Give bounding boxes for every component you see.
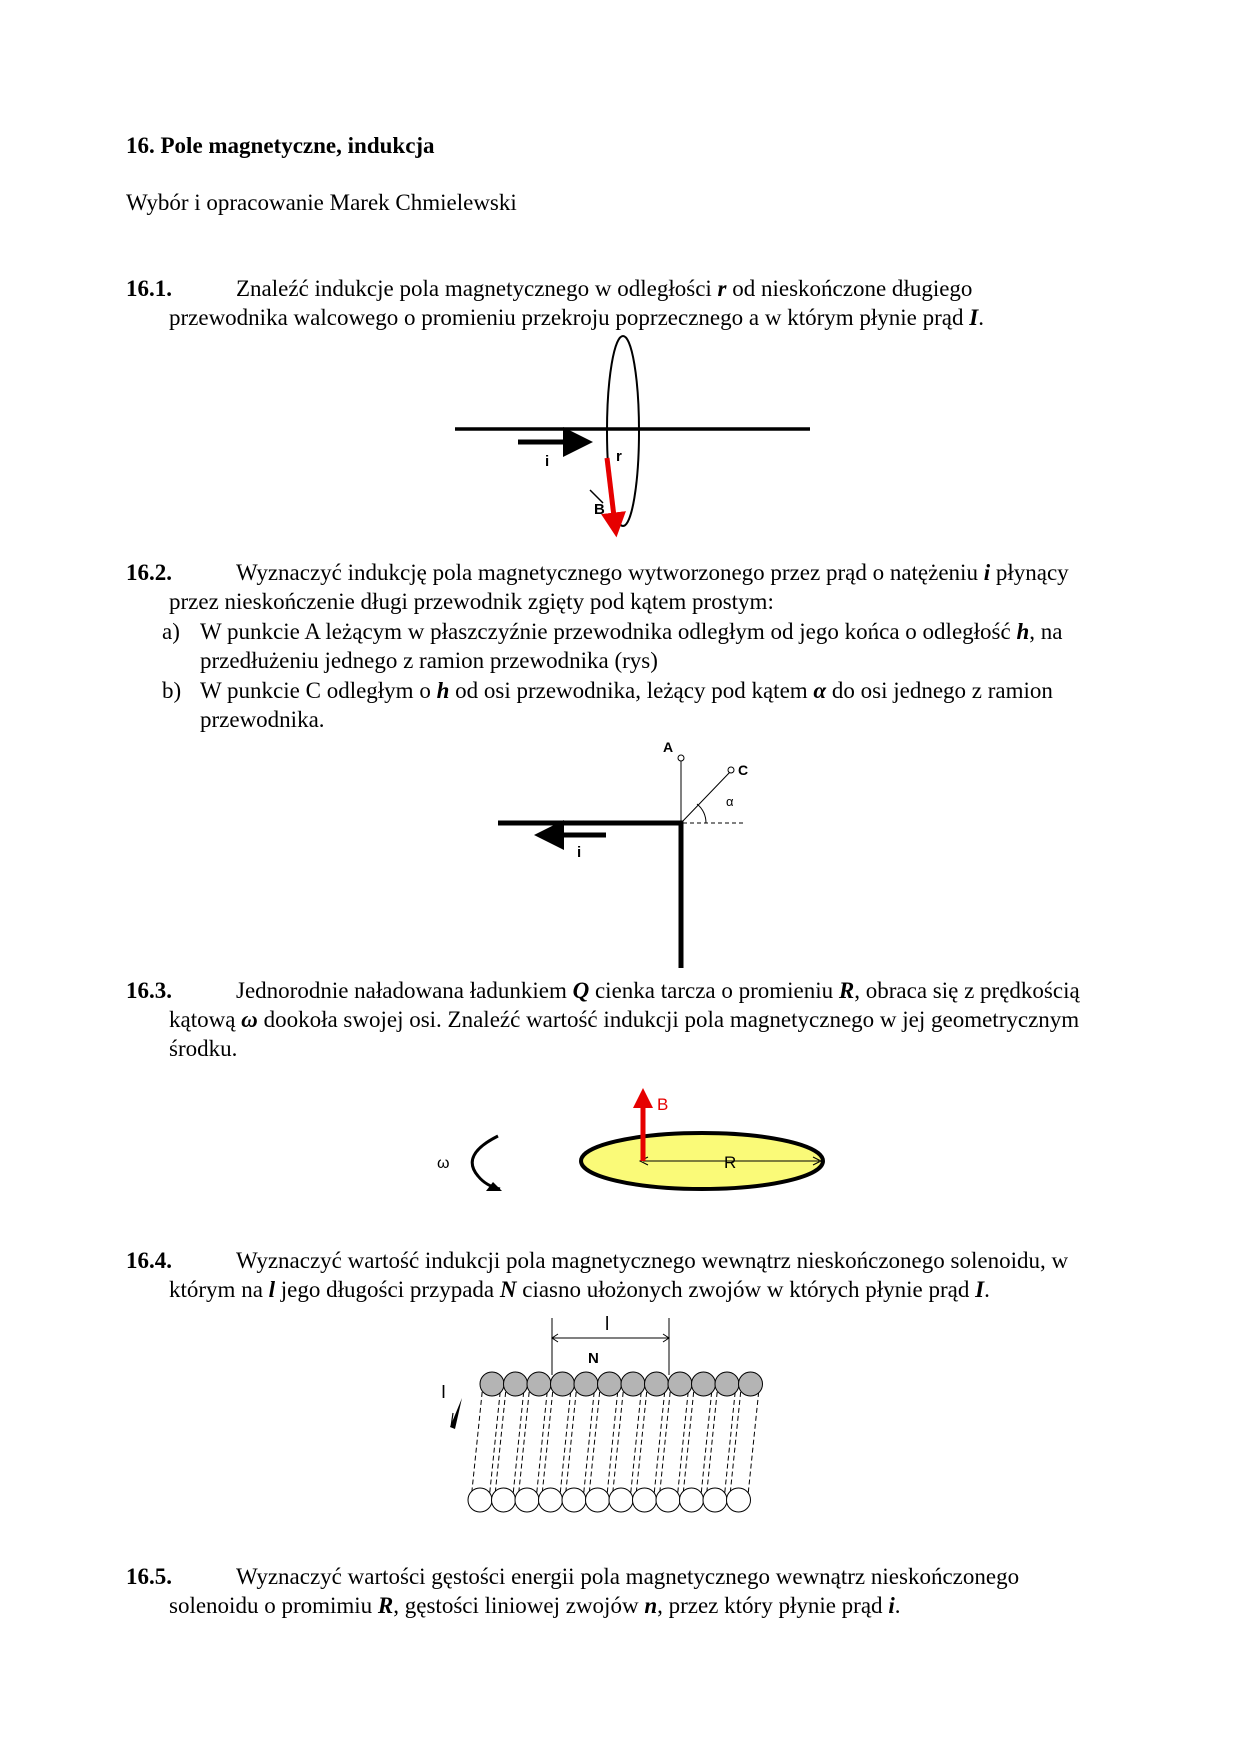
turn-bottom: [562, 1488, 586, 1512]
variable-N: N: [499, 1277, 517, 1302]
turn-wire-back: [636, 1384, 648, 1500]
radius-label: R: [724, 1153, 737, 1172]
current-arrowhead: [450, 1398, 462, 1429]
figure-16-2: [498, 739, 748, 968]
angle-label: α: [726, 794, 734, 809]
item-b-line-2: przewodnika.: [200, 707, 325, 732]
point-c-label: C: [738, 762, 749, 778]
variable-I: I: [969, 305, 979, 330]
turn-wire-front: [748, 1384, 760, 1500]
turn-wire-back: [565, 1384, 577, 1500]
field-label: B: [594, 501, 605, 518]
turn-wire-front: [607, 1384, 619, 1500]
turn-wire-back: [471, 1384, 483, 1500]
turn-wire-back: [612, 1384, 624, 1500]
variable-R: R: [838, 978, 855, 1003]
variable-r: r: [717, 276, 727, 301]
turn-wire-front: [677, 1384, 689, 1500]
turn-bottom: [633, 1488, 657, 1512]
figure-16-3: [437, 1088, 823, 1191]
problem-16-4-line-1: Wyznaczyć wartość indukcji pola magnetycznego wewnątrz nieskończonego solenoidu, w: [236, 1248, 1069, 1273]
turn-top: [527, 1372, 551, 1396]
problem-16-2-line-2: przez nieskończenie długi przewodnik zgięty pod kątem prostym:: [169, 589, 774, 614]
turn-top: [621, 1372, 645, 1396]
turns-label: N: [588, 1350, 599, 1367]
angle-arc: [697, 804, 706, 823]
length-label: l: [605, 1314, 610, 1335]
list-marker-b: b): [162, 678, 182, 703]
variable-n: n: [644, 1593, 658, 1618]
turn-wire-back: [495, 1384, 507, 1500]
problem-number-16-2: 16.2.: [126, 560, 172, 585]
turn-top: [574, 1372, 598, 1396]
current-label: I: [441, 1382, 447, 1402]
turn-wire-front: [701, 1384, 713, 1500]
figure-16-4: [441, 1314, 763, 1512]
turn-bottom: [515, 1488, 539, 1512]
current-label: i: [545, 453, 550, 470]
problem-number-16-1: 16.1.: [126, 276, 172, 301]
turn-wire-front: [630, 1384, 642, 1500]
point-a-label: A: [663, 739, 674, 755]
figure-16-1: [455, 336, 810, 526]
turn-wire-front: [724, 1384, 736, 1500]
author-line: Wybór i opracowanie Marek Chmielewski: [126, 190, 517, 215]
item-a-line-2: przedłużeniu jednego z ramion przewodnika (rys): [200, 648, 658, 673]
turn-wire-front: [513, 1384, 525, 1500]
turn-wire-back: [730, 1384, 742, 1500]
turn-wire-back: [589, 1384, 601, 1500]
turn-top: [739, 1372, 763, 1396]
problem-16-5-line-2: solenoidu o promimiu R, gęstości liniowej zwojów n, przez który płynie prąd i.: [169, 1593, 901, 1618]
radius-label: r: [616, 448, 622, 465]
turn-top: [668, 1372, 692, 1396]
problem-number-16-4: 16.4.: [126, 1248, 172, 1273]
variable-I: I: [975, 1277, 985, 1302]
turn-top: [551, 1372, 575, 1396]
turn-wire-front: [560, 1384, 572, 1500]
turn-wire-front: [489, 1384, 501, 1500]
current-label: i: [577, 844, 582, 861]
problem-number-16-3: 16.3.: [126, 978, 172, 1003]
variable-omega: ω: [241, 1007, 258, 1032]
turn-wire-back: [518, 1384, 530, 1500]
turn-bottom: [703, 1488, 727, 1512]
turn-bottom: [680, 1488, 704, 1512]
variable-h: h: [1016, 619, 1030, 644]
line-to-c: [681, 772, 730, 823]
variable-h: h: [436, 678, 450, 703]
turn-bottom: [492, 1488, 516, 1512]
turn-bottom: [586, 1488, 610, 1512]
turn-wire-back: [542, 1384, 554, 1500]
omega-label: ω: [437, 1155, 450, 1172]
turn-bottom: [609, 1488, 633, 1512]
problem-16-1-line-1: Znaleźć indukcje pola magnetycznego w odległości r od nieskończone długiego: [236, 276, 973, 301]
turn-bottom: [539, 1488, 563, 1512]
problem-16-4-line-2: którym na l jego długości przypada N ciasno ułożonych zwojów w których płynie prąd I.: [169, 1277, 990, 1302]
turn-top: [645, 1372, 669, 1396]
turn-bottom: [727, 1488, 751, 1512]
list-marker-a: a): [162, 619, 180, 644]
problem-16-3-line-2: kątową ω dookoła swojej osi. Znaleźć wartość indukcji pola magnetycznego w jej geometrycznym: [169, 1007, 1080, 1032]
problem-16-3-line-3: środku.: [169, 1036, 238, 1061]
field-label: B: [657, 1095, 669, 1114]
problem-16-5-line-1: Wyznaczyć wartości gęstości energii pola magnetycznego wewnątrz nieskończonego: [236, 1564, 1020, 1589]
problem-16-3-line-1: Jednorodnie naładowana ładunkiem Q cienka tarcza o promieniu R, obraca się z prędkością: [236, 978, 1080, 1003]
turn-wire-front: [536, 1384, 548, 1500]
turn-top: [598, 1372, 622, 1396]
variable-i: i: [983, 560, 991, 585]
turn-wire-back: [659, 1384, 671, 1500]
turn-top: [715, 1372, 739, 1396]
variable-l: l: [268, 1277, 276, 1302]
variable-alpha: α: [813, 678, 827, 703]
turn-bottom: [656, 1488, 680, 1512]
item-b-line-1: W punkcie C odległym o h od osi przewodnika, leżący pod kątem α do osi jednego z ramion: [200, 678, 1053, 703]
turn-wire-back: [706, 1384, 718, 1500]
problem-16-1-line-2: przewodnika walcowego o promieniu przekroju poprzecznego a w którym płynie prąd I.: [169, 305, 984, 330]
turn-wire-front: [654, 1384, 666, 1500]
point-a-marker: [678, 755, 684, 761]
turn-wire-back: [683, 1384, 695, 1500]
turn-bottom: [468, 1488, 492, 1512]
page-heading: 16. Pole magnetyczne, indukcja: [126, 133, 435, 158]
problem-number-16-5: 16.5.: [126, 1564, 172, 1589]
turn-top: [480, 1372, 504, 1396]
variable-i: i: [888, 1593, 895, 1618]
variable-Q: Q: [572, 978, 590, 1003]
turn-top: [692, 1372, 716, 1396]
item-a-line-1: W punkcie A leżącym w płaszczyźnie przewodnika odległym od jego końca o odległość h, na: [200, 619, 1063, 644]
turn-wire-front: [583, 1384, 595, 1500]
field-b-arrowhead: [633, 1088, 653, 1108]
variable-R: R: [377, 1593, 394, 1618]
rotation-arc: [472, 1136, 500, 1189]
point-c-marker: [728, 767, 734, 773]
field-b-arrow: [607, 458, 615, 525]
turn-top: [504, 1372, 528, 1396]
problem-16-2-line-1: Wyznaczyć indukcję pola magnetycznego wytworzonego przez prąd o natężeniu i płynący: [236, 560, 1069, 585]
